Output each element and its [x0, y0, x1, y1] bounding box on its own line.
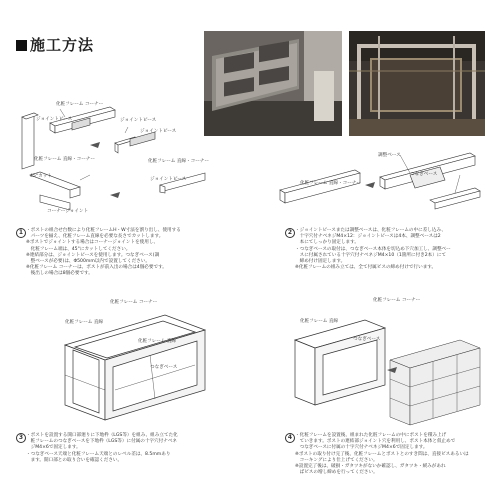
step-line: コーキングにより仕上げてください。: [295, 457, 378, 463]
step-number: 1: [16, 228, 26, 238]
step-line: 十字穴付ナベネジM4×12：ジョイントピースは4本、調整ベースは2: [295, 234, 441, 240]
label-frame-corner-3: 化粧フレーム コーナー: [110, 300, 158, 305]
step-number: 2: [285, 228, 295, 238]
step-line: 締め付け固定します。: [295, 259, 346, 265]
step-3: [18, 433, 256, 464]
step-line: ジM4×6で固定します。: [26, 445, 81, 451]
label-cut-45: 45°カット: [30, 174, 52, 179]
step-line: 粧フレームのつなぎベースを下地枠（LGS等）に付属の十字穴付ナベネ: [26, 439, 178, 445]
photo-frame-construction: [349, 31, 485, 136]
label-frame-corner-4: 化粧フレーム コーナー: [373, 298, 421, 303]
step-line: ※連結部分は、ジョイントピースを使用します。つなぎベース(調: [26, 252, 160, 258]
label-joint-piece-b: ジョイントピース: [120, 118, 157, 123]
label-corner: 化粧フレーム コーナー: [56, 102, 104, 107]
label-base-4: つなぎベース: [353, 337, 381, 342]
label-frame-straight-4: 化粧フレーム 直線: [300, 319, 339, 324]
step-line: ・化粧フレームを設置後、組まれた化粧フレームの中にポストを積み上げ: [295, 433, 447, 438]
step-number: 4: [285, 433, 295, 443]
step-line: ・つなぎベース天端と化粧フレーム天端とのレベル差は、8.5mmあり: [26, 451, 171, 457]
step-line: ばビスの増し締めを行ってください。: [295, 470, 378, 476]
step-4: [287, 433, 495, 476]
label-corner-joint: コーナージョイント: [47, 209, 89, 214]
step-line: パーツを揃え、化粧フレーム直線を必要な長さでカットします。: [26, 234, 164, 240]
step-line: ・ジョイントピースまたは調整ベースは、化粧フレームの中に差し込み、: [295, 228, 446, 233]
label-vertical-horizontal: 化粧フレーム 直線・コーナー: [34, 157, 95, 162]
photo-mailbox-installed: [204, 31, 342, 136]
step-line: 整ベースが必要)は、Φ500mm以内で設置してください。: [26, 259, 150, 265]
step-line: ・ポストの組合せ台数により化粧フレームH・W寸法を割り出し、使用する: [26, 228, 181, 233]
step-line: 後出しの場合は8個必要です。: [26, 271, 93, 277]
label-adjust-base: 調整ベース: [378, 153, 401, 158]
step-2: [287, 228, 495, 271]
step-line: ・つなぎベースの取付は、つなぎベース本体を切込め下穴加工し、調整ベー: [295, 246, 451, 252]
step-line: つなぎベースに付属の十字穴付ナベネジM4×6で固定します。: [295, 445, 428, 451]
square-bullet-icon: [16, 40, 27, 51]
step-line: ・ポストを設置する開口部廻りに下地枠（LGS等）を組み、組み立てた化: [26, 433, 178, 438]
step-line: ※ポストの取り付け完了後、化粧フレームとポストとのすき間は、直接ビスあるいは: [295, 451, 469, 457]
step-line: ます。開口部との取り合いを確認ください。: [26, 457, 123, 463]
page-title: [16, 34, 94, 55]
step-line: ※化粧フレーム コーナーは、ポストが前入出の場合は4個必要です。: [26, 265, 167, 271]
page-title-text: 施工方法: [30, 36, 95, 54]
step-line: ※ポストでジョイントする場合はコーナージョイントを使用し、: [26, 240, 159, 246]
label-joint-piece-d: ジョイントピース: [150, 177, 187, 182]
label-joint-piece-c: ジョイントピース: [140, 129, 177, 134]
step-1: [18, 228, 256, 278]
label-base-3: つなぎベース: [150, 365, 178, 370]
step-line: スに付属されている十字穴付ナベネジM4×10（1箇所に付き2本）にて: [295, 252, 447, 258]
label-base-2: つなぎベース: [410, 172, 438, 177]
step-line: 化粧フレーム端は、45°にカットしてください。: [26, 246, 131, 252]
step-line: ていきます。ポストの連結部ジョイント穴を利用し、ポスト本体と仮止めで: [295, 439, 456, 445]
step-line: ※設置完了後は、破損・ガタツキがないか確認し、ガタツキ・緩みがあれ: [295, 464, 446, 470]
label-frame-straight-3: 化粧フレーム 直線: [65, 320, 104, 325]
label-frame-straight-2: 化粧フレーム 直線・コーナー: [300, 181, 361, 186]
step-number: 3: [16, 433, 26, 443]
step-line: ※化粧フレームの組み立ては、全て付属ビスの締め付けで行います。: [295, 265, 437, 271]
label-joint-piece-a: ジョイントピース: [36, 117, 73, 122]
step-line: 本にてしっかり固定します。: [295, 240, 359, 246]
diagram-frame-assembly: [55, 295, 220, 425]
label-vertical-horizontal-b: 化粧フレーム 直線・コーナー: [148, 159, 209, 164]
label-frame-straight-3b: 化粧フレーム 直線: [138, 339, 177, 344]
